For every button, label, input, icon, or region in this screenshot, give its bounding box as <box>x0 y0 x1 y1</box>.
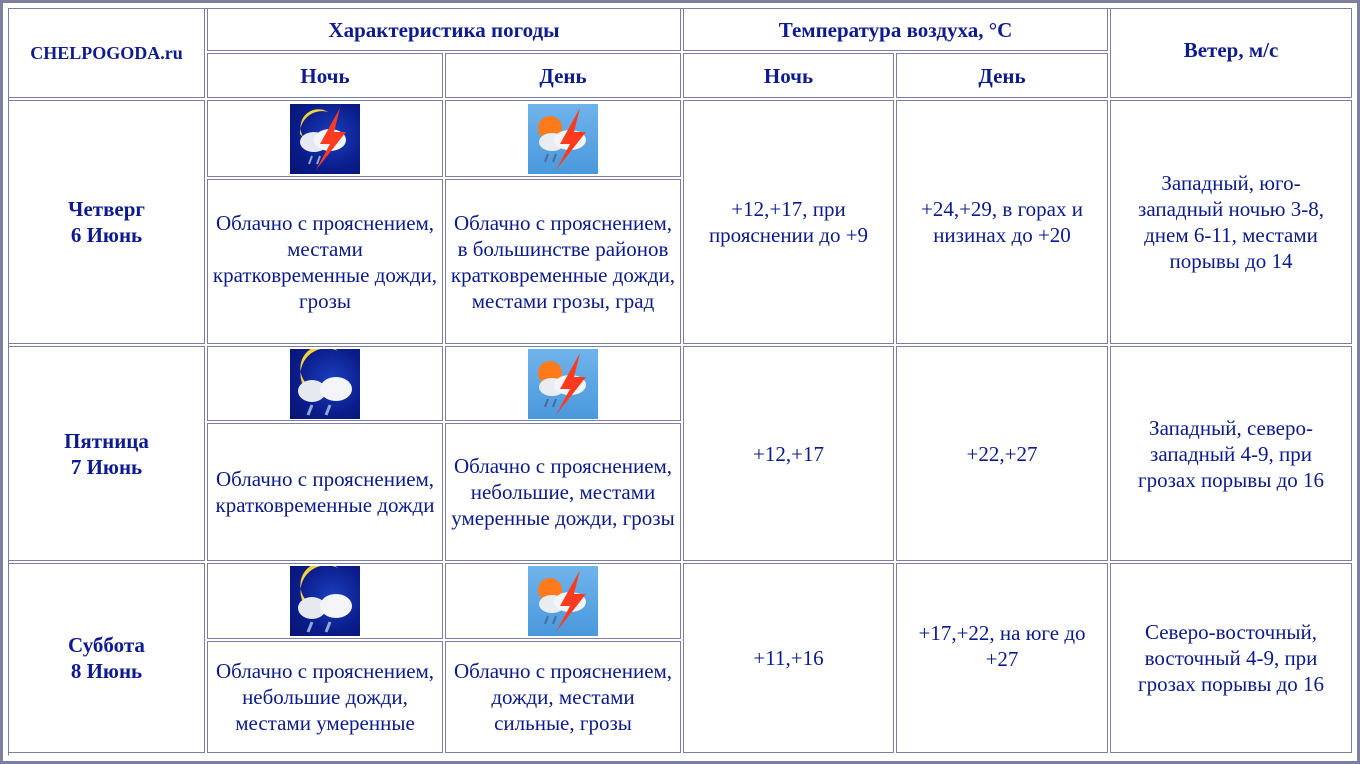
sun-cloud-thunder-rain-icon <box>528 104 598 174</box>
temp-night-cell <box>683 100 894 344</box>
day-icon-cell <box>445 100 681 177</box>
wind-label: Ветер, м/с <box>1183 38 1279 62</box>
wind-cell <box>1110 100 1352 344</box>
temp-day-value: +24,+29, в горах и низинах до +20 <box>920 197 1083 247</box>
char-night-label: Ночь <box>300 63 350 88</box>
night-icon-cell <box>207 346 443 421</box>
wind-cell <box>1110 346 1352 561</box>
night-description: Облачно с прояснением, небольшие дожди, местами умеренные <box>215 659 435 735</box>
temp-day-value: +17,+22, на юге до +27 <box>918 621 1086 671</box>
temp-day-header <box>896 53 1108 98</box>
temp-night-value: +12,+17 <box>753 441 824 466</box>
night-desc-cell <box>207 423 443 561</box>
char-day-label: День <box>539 63 587 88</box>
day-desc-cell <box>445 179 681 344</box>
day-icon-cell <box>445 563 681 639</box>
moon-cloud-thunder-rain-icon <box>290 104 360 174</box>
char-day-header <box>445 53 681 98</box>
night-icon-cell <box>207 563 443 639</box>
char-night-header <box>207 53 443 98</box>
date: 6 Июнь <box>70 223 143 247</box>
air-temp-header <box>683 8 1108 51</box>
wind-cell <box>1110 563 1352 753</box>
date-cell <box>8 346 205 561</box>
sun-cloud-thunder-rain-icon <box>528 566 598 636</box>
temp-night-label: Ночь <box>763 63 814 88</box>
moon-cloud-rain-icon <box>290 566 360 636</box>
day-desc-cell <box>445 423 681 561</box>
wind-value: Западный, северо-западный 4-9, при грозах порывы до 16 <box>1137 415 1325 492</box>
sun-cloud-thunder-rain-icon <box>528 349 598 419</box>
night-description: Облачно с прояснением, местами кратковременные дожди, грозы <box>212 210 438 313</box>
night-desc-cell <box>207 179 443 344</box>
temp-day-value: +22,+27 <box>966 441 1038 466</box>
day-desc-cell <box>445 641 681 753</box>
weekday: Четверг <box>68 197 145 221</box>
temp-day-cell <box>896 100 1108 344</box>
site-brand-cell <box>8 8 205 98</box>
wind-value: Северо-восточный, восточный 4-9, при грозах порывы до 16 <box>1137 620 1325 696</box>
day-description: Облачно с прояснением, в большинстве районов кратковременные дожди, местами грозы, град <box>450 210 676 313</box>
temp-night-cell <box>683 346 894 561</box>
date: 8 Июнь <box>70 659 143 683</box>
night-desc-cell <box>207 641 443 753</box>
site-brand: CHELPOGODA.ru <box>30 43 183 63</box>
temp-day-cell <box>896 563 1108 753</box>
night-icon-cell <box>207 100 443 177</box>
temp-night-value: +12,+17, при прояснении до +9 <box>708 197 869 247</box>
day-description: Облачно с прояснением, небольшие, местами умеренные дожди, грозы <box>451 454 675 530</box>
temp-night-value: +11,+16 <box>753 646 824 670</box>
temp-night-header <box>683 53 894 98</box>
temp-day-label: День <box>978 63 1026 88</box>
day-icon-cell <box>445 346 681 421</box>
temp-day-cell <box>896 346 1108 561</box>
weather-char-label: Характеристика погоды <box>328 17 560 42</box>
moon-cloud-rain-icon <box>290 349 360 419</box>
date-cell <box>8 563 205 753</box>
air-temp-label: Температура воздуха, °C <box>778 17 1013 42</box>
date-cell <box>8 100 205 344</box>
day-description: Облачно с прояснением, дожди, местами сильные, грозы <box>453 659 673 735</box>
date: 7 Июнь <box>70 454 143 479</box>
wind-header <box>1110 8 1352 98</box>
weekday: Суббота <box>68 633 145 657</box>
temp-night-cell <box>683 563 894 753</box>
weekday: Пятница <box>64 428 149 453</box>
weather-char-header <box>207 8 681 51</box>
night-description: Облачно с прояснением, кратковременные дожди <box>215 467 435 517</box>
wind-value: Западный, юго-западный ночью 3-8, днем 6-11, местами порывы до 14 <box>1138 171 1324 273</box>
